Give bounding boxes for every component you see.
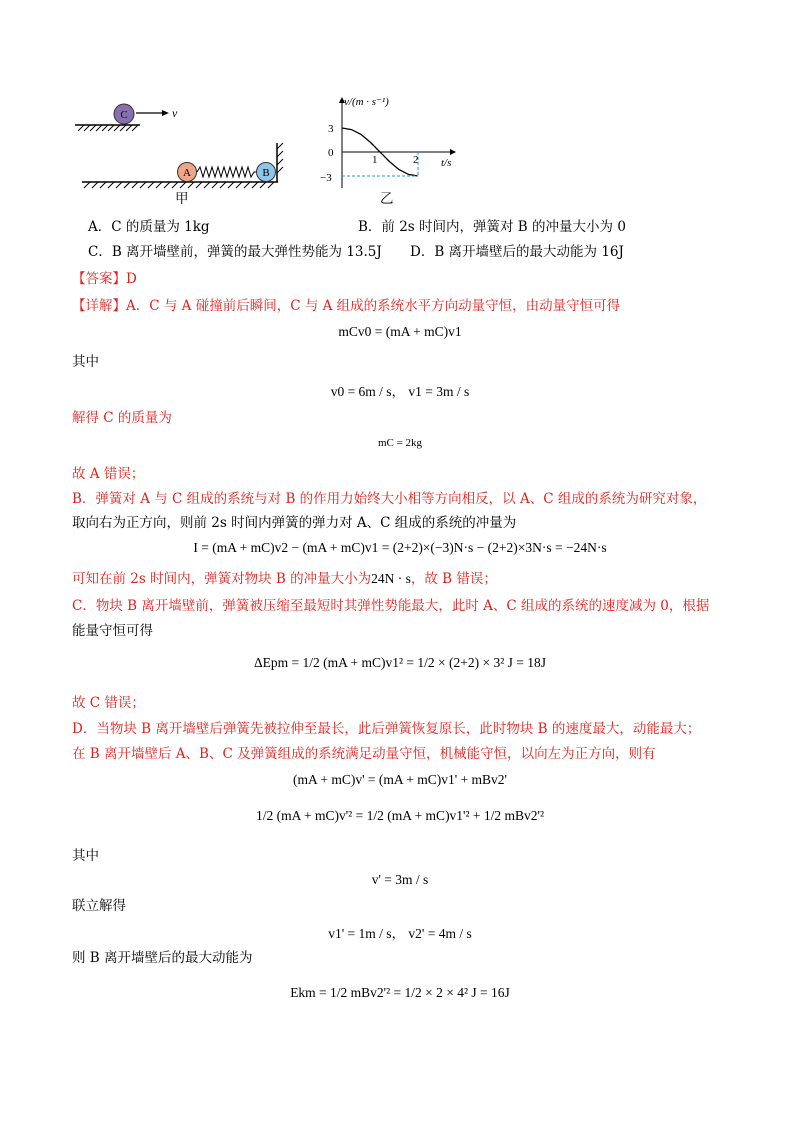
eq-mc-text: mC = 2kg — [377, 437, 423, 449]
figure-jia-caption: 甲 — [175, 191, 189, 207]
eq-impulse — [0, 540, 800, 556]
detail-c2: 能量守恒可得 — [72, 623, 153, 639]
detail-final: 则 B 离开墙壁后的最大动能为 — [72, 950, 253, 966]
x-axis-label: t/s — [441, 157, 452, 169]
detail-label: 【详解】 — [72, 298, 126, 314]
detail-b3: 可知在前 2s 时间内，弹簧对物块 B 的冲量大小为24N · s，故 B 错误； — [72, 571, 497, 587]
option-b: B．前 2s 时间内，弹簧对 B 的冲量大小为 0 — [358, 219, 626, 235]
eq-vprime — [0, 872, 800, 888]
answer-line — [72, 270, 137, 288]
eq-mc — [0, 437, 800, 449]
velocity-symbol: v — [172, 106, 178, 120]
eq-energy2-text: 1/2 (mA + mC)v'² = 1/2 (mA + mC)v1'² + 1/2 mBv2'² — [255, 808, 545, 823]
spring — [197, 167, 257, 177]
eq-values-text: v0 = 6m / s， v1 = 3m / s — [330, 384, 470, 399]
detail-jiede-c: 解得 C 的质量为 — [72, 410, 172, 426]
eq-mom2-text: (mA + mC)v' = (mA + mC)v1' + mBv2' — [292, 772, 507, 787]
x-tick-1: 1 — [372, 154, 378, 166]
detail-qizhong-2: 其中 — [72, 848, 99, 864]
eq-ekm-text: Ekm = 1/2 mBv2'² = 1/2 × 2 × 4² J = 16J — [290, 985, 510, 1000]
eq-energy2 — [0, 808, 800, 824]
eq-values — [0, 380, 800, 400]
impulse-value: 24N · s — [371, 571, 411, 586]
figure-yi-chart — [320, 90, 480, 205]
detail-d2: 在 B 离开墙壁后 A、B、C 及弹簧组成的系统满足动量守恒，机械能守恒，以向左为正方向，则有 — [72, 746, 656, 762]
option-c: C．B 离开墙壁前，弹簧的最大弹性势能为 13.5J — [88, 244, 382, 260]
figure-jia — [70, 95, 290, 205]
eq-solved-text: v1' = 1m / s， v2' = 4m / s — [328, 926, 472, 941]
detail-d1: D．当物块 B 离开墙壁后弹簧先被拉伸至最长，此后弹簧恢复原长，此时物块 B 的速度最大，动能最大； — [72, 721, 701, 737]
figure-yi-caption: 乙 — [380, 191, 394, 207]
option-d: D．B 离开墙壁后的最大动能为 16J — [410, 244, 624, 260]
eq-mom2 — [0, 772, 800, 788]
block-a-label: A — [183, 167, 191, 179]
eq-energy — [0, 655, 800, 671]
detail-c-wrong: 故 C 错误； — [72, 695, 145, 711]
answer-label: 【答案】 — [72, 271, 126, 287]
detail-lianli: 联立解得 — [72, 898, 126, 914]
eq-vprime-text: v' = 3m / s — [371, 872, 429, 887]
ball-c-label: C — [120, 109, 128, 121]
option-a: A．C 的质量为 1kg — [88, 219, 210, 235]
y-tick-3: 3 — [328, 123, 334, 135]
answer-value: D — [126, 271, 137, 287]
eq-momentum — [0, 324, 800, 340]
detail-b1: B．弹簧对 A 与 C 组成的系统与对 B 的作用力始终大小相等方向相反，以 A、C 组成的系统为研究对象， — [72, 491, 707, 507]
detail-qizhong-1: 其中 — [72, 354, 99, 370]
block-b-label: B — [262, 167, 270, 179]
detail-a-wrong: 故 A 错误； — [72, 466, 145, 482]
x-tick-2: 2 — [413, 154, 419, 166]
y-tick-0: 0 — [328, 147, 334, 159]
detail-c1: C．物块 B 离开墙壁前，弹簧被压缩至最短时其弹性势能最大，此时 A、C 组成的系统的速度减为 0，根据 — [72, 598, 710, 614]
eq-energy-text: ΔEpm = 1/2 (mA + mC)v1² = 1/2 × (2+2) × 3² J = 18J — [253, 655, 547, 670]
y-tick-neg3: −3 — [320, 172, 332, 184]
y-axis-label: v/(m · s⁻¹) — [344, 96, 389, 108]
eq-momentum-text: mCv0 = (mA + mC)v1 — [338, 324, 462, 339]
eq-impulse-text: I = (mA + mC)v2 − (mA + mC)v1 = (2+2)×(−3)N·s − (2+2)×3N·s = −24N·s — [193, 540, 607, 555]
eq-solved — [0, 922, 800, 942]
eq-ekm — [0, 985, 800, 1001]
detail-p1: 【详解】A．C 与 A 碰撞前后瞬间，C 与 A 组成的系统水平方向动量守恒，由动量守恒可得 — [72, 298, 621, 314]
detail-b2: 取向右为正方向，则前 2s 时间内弹簧的弹力对 A、C 组成的系统的冲量为 — [72, 515, 517, 531]
